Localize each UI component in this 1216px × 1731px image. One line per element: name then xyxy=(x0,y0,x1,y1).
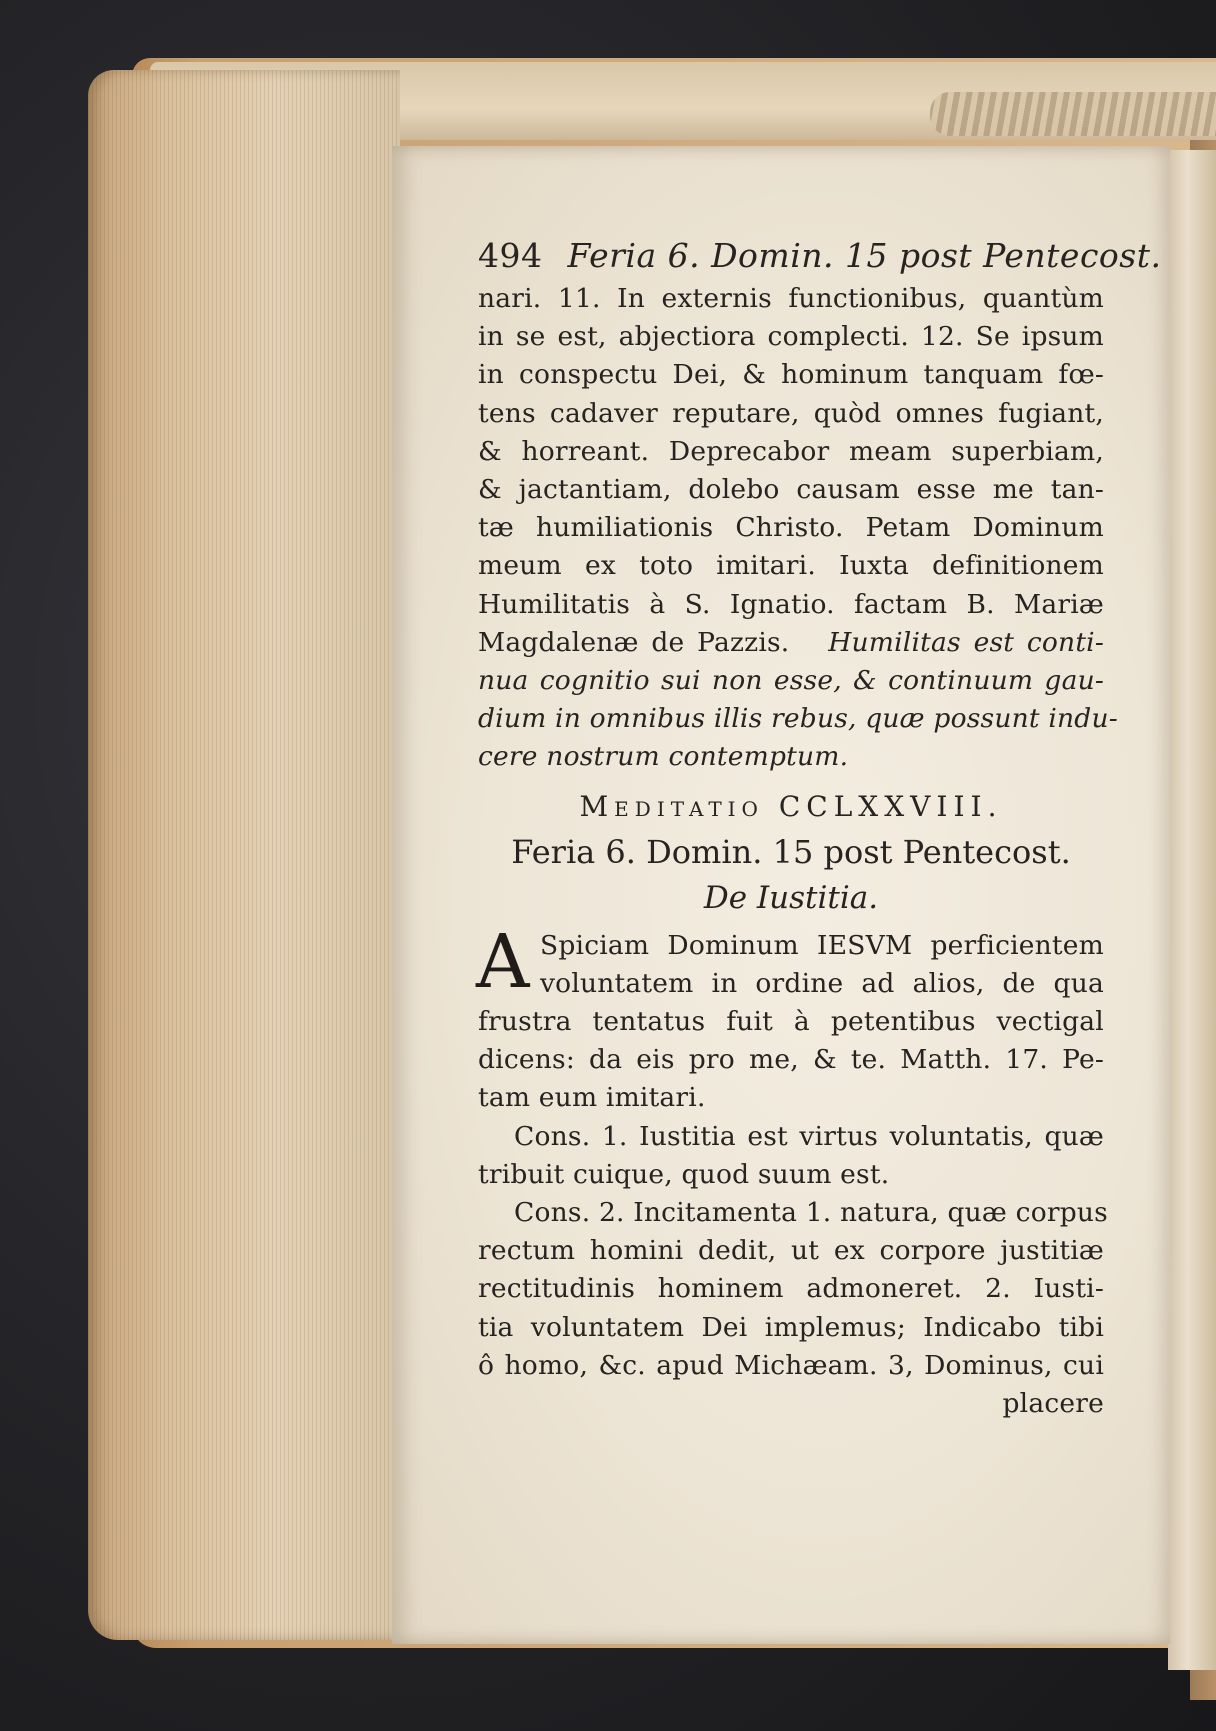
text-segment: Magdalenæ de Pazzis. xyxy=(478,626,790,658)
italic-line: dium in omnibus illis rebus, quæ possunt indu- xyxy=(478,703,1118,735)
paragraph-2 xyxy=(476,918,1104,1118)
running-head-title: Feria 6. Domin. 15 post Pentecost. xyxy=(567,236,1162,275)
text-line: in se est, abjectiora complecti. 12. Se ipsum xyxy=(478,321,1104,353)
text-line: Cons. 1. Iustitia est virtus voluntatis, quæ xyxy=(514,1120,1104,1152)
italic-line: cere nostrum contemptum. xyxy=(478,741,849,773)
catchword: placere xyxy=(1002,1388,1104,1420)
text-line: in conspectu Dei, & hominum tanquam fœ- xyxy=(478,359,1104,391)
facing-page-edge xyxy=(1168,150,1216,1670)
feria-heading: Feria 6. Domin. 15 post Pentecost. xyxy=(511,832,1071,871)
text-line: tæ humiliationis Christo. Petam Dominum xyxy=(478,512,1104,544)
italic-quote-start: Humilitas est conti- xyxy=(828,626,1105,658)
text-line: ô homo, &c. apud Michæam. 3, Dominus, cui xyxy=(478,1349,1104,1381)
paragraph-1 xyxy=(478,280,1118,777)
text-line: Humilitatis à S. Ignatio. factam B. Mariæ xyxy=(478,588,1104,620)
text-line: voluntatem in ordine ad alios, de qua xyxy=(540,967,1104,999)
text-line: meum ex toto imitari. Iuxta definitionem xyxy=(478,550,1104,582)
text-line: & horreant. Deprecabor meam superbiam, xyxy=(478,435,1104,467)
text-line: tribuit cuique, quod suum est. xyxy=(478,1158,890,1190)
text-line: nari. 11. In externis functionibus, quantùm xyxy=(478,283,1104,314)
meditatio-heading: Meditatio CCLXXVIII. xyxy=(579,789,1003,823)
page-number: 494 xyxy=(478,236,543,275)
text-line: frustra tentatus fuit à petentibus vectigal xyxy=(478,1006,1104,1038)
running-head xyxy=(478,232,1162,280)
text-line: Spiciam Dominum IESVM perficientem xyxy=(540,929,1104,961)
text-line: tia voluntatem Dei implemus; Indicabo tibi xyxy=(478,1311,1104,1343)
text-line: rectum homini dedit, ut ex corpore justitiæ xyxy=(478,1235,1104,1267)
page-block-edge xyxy=(88,70,400,1640)
subject-heading: De Iustitia. xyxy=(703,879,879,916)
text-line: & jactantiam, dolebo causam esse me tan- xyxy=(478,474,1104,506)
text-line: rectitudinis hominem admoneret. 2. Iusti- xyxy=(478,1273,1104,1305)
headband xyxy=(930,92,1216,136)
drop-cap: A xyxy=(476,918,530,1005)
text-line: tens cadaver reputare, quòd omnes fugiant, xyxy=(478,397,1104,429)
page-text xyxy=(476,232,1162,1423)
italic-line: nua cognitio sui non esse, & continuum gau- xyxy=(478,665,1104,697)
consideratio-2 xyxy=(478,1194,1108,1385)
text-line: dicens: da eis pro me, & te. Matth. 17. Pe- xyxy=(478,1044,1104,1076)
text-line: tam eum imitari. xyxy=(478,1082,706,1114)
text-line-mixed xyxy=(478,624,1104,662)
text-line: Cons. 2. Incitamenta 1. natura, quæ corpus xyxy=(514,1197,1108,1229)
consideratio-1 xyxy=(478,1118,1104,1194)
